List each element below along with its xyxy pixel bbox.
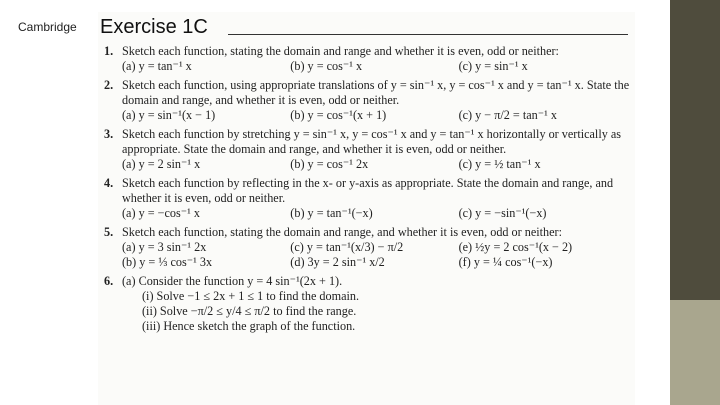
exercise-6 [104, 274, 632, 334]
exercise-statement: Sketch each function by reflecting in the x- or y-axis as appropriate. State the domain and range, and whether it is even, odd or neither. [122, 176, 614, 205]
exercise-statement: Sketch each function, using appropriate translations of y = sin⁻¹ x, y = cos⁻¹ x and y = tan⁻¹ x. State the domain and range, and whether it is even, odd or neither. [122, 78, 630, 107]
exercise-number: 5. [104, 225, 114, 239]
exercise-statement: Sketch each function by stretching y = sin⁻¹ x, y = cos⁻¹ x and y = tan⁻¹ x horizontally or vertically as appropriate. State the domain and range, and whether it is even, odd or neither. [122, 127, 621, 156]
exercise-sheet [98, 12, 635, 405]
exercise-part: (b) y = cos⁻¹(x + 1) [290, 108, 387, 122]
exercise-number: 1. [104, 44, 114, 58]
exercise-part: (a) y = 2 sin⁻¹ x [122, 157, 201, 171]
exercise-4 [104, 176, 632, 221]
exercise-list [104, 44, 632, 338]
exercise-number: 2. [104, 78, 114, 92]
exercise-part: (b) y = tan⁻¹(−x) [290, 206, 373, 220]
exercise-part: (c) y = ½ tan⁻¹ x [458, 157, 541, 171]
side-panel [670, 0, 720, 405]
exercise-number: 6. [104, 274, 114, 288]
exercise-title: Exercise 1C [100, 16, 208, 38]
exercise-statement: Sketch each function, stating the domain and range, and whether it is even, odd or neither: [122, 225, 562, 239]
exercise-part: (b) y = cos⁻¹ x [290, 59, 363, 73]
exercise-part: (b) y = cos⁻¹ 2x [290, 157, 369, 171]
brand-label: Cambridge [18, 20, 77, 34]
exercise-part: (c) y − π/2 = tan⁻¹ x [458, 108, 557, 122]
exercise-1 [104, 44, 632, 74]
exercise-3 [104, 127, 632, 172]
exercise-part: (c) y = sin⁻¹ x [458, 59, 528, 73]
exercise-part: (a) y = −cos⁻¹ x [122, 206, 200, 220]
exercise-subpart: (ii) Solve −π/2 ≤ y/4 ≤ π/2 to find the range. [142, 304, 357, 318]
side-panel-dark-strip [670, 0, 720, 300]
exercise-parts [122, 206, 632, 221]
exercise-statement: (a) Consider the function y = 4 sin⁻¹(2x + 1). [122, 274, 343, 288]
exercise-part: (d) 3y = 2 sin⁻¹ x/2 [290, 255, 385, 269]
exercise-part: (c) y = −sin⁻¹(−x) [458, 206, 547, 220]
exercise-part: (a) y = tan⁻¹ x [122, 59, 192, 73]
exercise-number: 4. [104, 176, 114, 190]
exercise-subpart: (iii) Hence sketch the graph of the function. [142, 319, 356, 333]
exercise-parts [122, 59, 632, 74]
exercise-5 [104, 225, 632, 270]
exercise-part: (f) y = ¼ cos⁻¹(−x) [458, 255, 553, 269]
exercise-part: (a) y = sin⁻¹(x − 1) [122, 108, 216, 122]
exercise-statement: Sketch each function, stating the domain and range and whether it is even, odd or neither: [122, 44, 559, 58]
exercise-number: 3. [104, 127, 114, 141]
exercise-parts [122, 157, 632, 172]
exercise-subpart: (i) Solve −1 ≤ 2x + 1 ≤ 1 to find the domain. [142, 289, 360, 303]
exercise-part: (b) y = ⅓ cos⁻¹ 3x [122, 255, 213, 269]
title-rule [228, 34, 628, 35]
exercise-parts [122, 240, 632, 270]
exercise-part: (a) y = 3 sin⁻¹ 2x [122, 240, 207, 254]
exercise-part: (e) ½y = 2 cos⁻¹(x − 2) [458, 240, 573, 254]
exercise-part: (c) y = tan⁻¹(x/3) − π/2 [290, 240, 404, 254]
exercise-2 [104, 78, 632, 123]
exercise-parts [122, 108, 632, 123]
